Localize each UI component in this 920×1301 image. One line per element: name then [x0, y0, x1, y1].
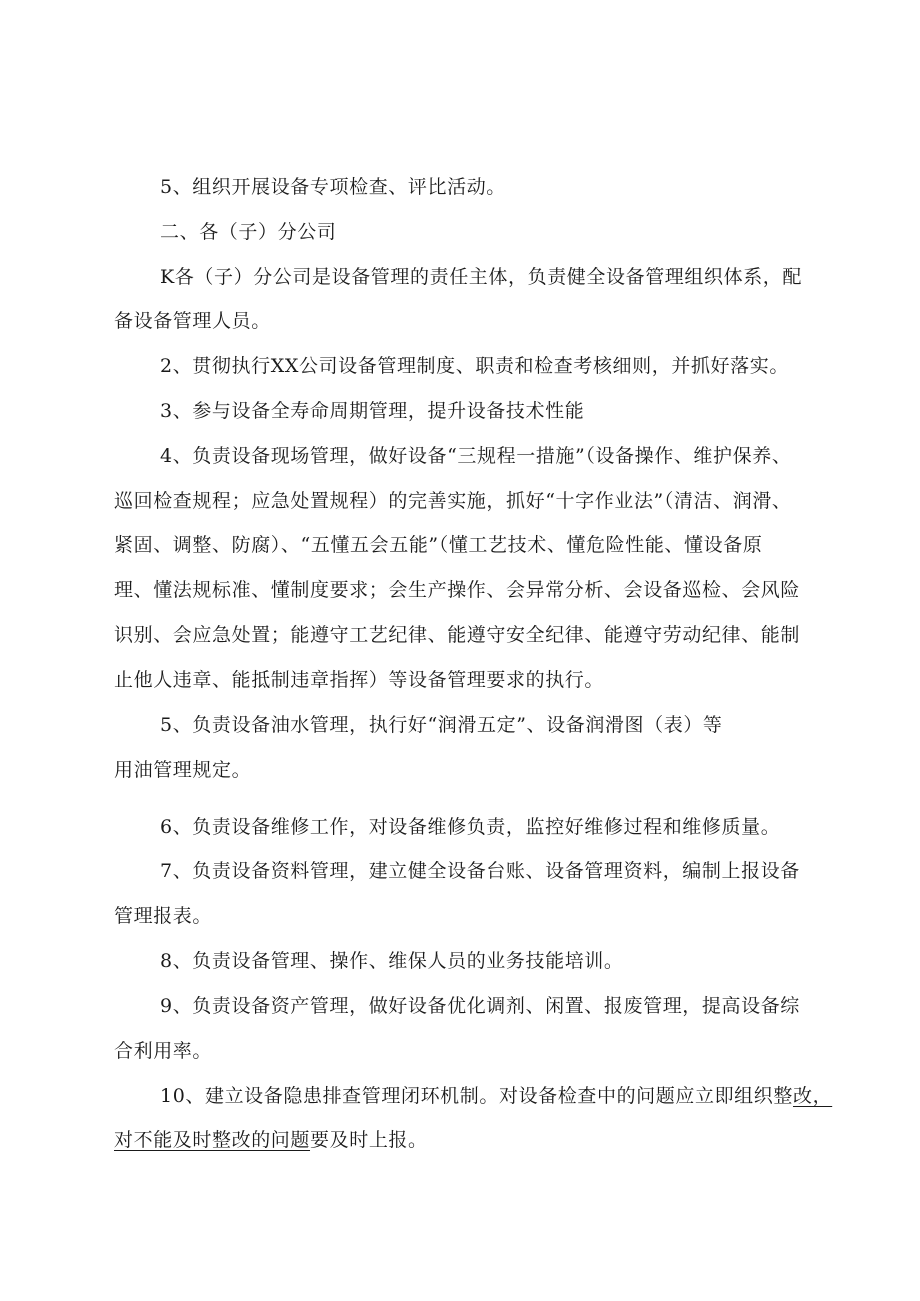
text-line: 5、组织开展设备专项检查、评比活动。	[160, 176, 506, 198]
text-line: 5、负责设备油水管理，执行好“润滑五定”、设备润滑图（表）等	[160, 714, 723, 736]
text-line: 紧固、调整、防腐）、“五懂五会五能”（懂工艺技术、懂危险性能、懂设备原	[114, 534, 763, 556]
text-line: 合利用率。	[114, 1040, 213, 1062]
text-line	[160, 1083, 832, 1109]
text-line: 识别、会应急处置；能遵守工艺纪律、能遵守安全纪律、能遵守劳动纪律、能制	[114, 624, 801, 646]
text-line: 用油管理规定。	[114, 759, 252, 781]
text-line: 止他人违章、能抵制违章指挥）等设备管理要求的执行。	[114, 669, 605, 691]
text-line: 2、贯彻执行XX公司设备管理制度、职责和检查考核细则，并抓好落实。	[160, 355, 789, 377]
text-line	[114, 1127, 428, 1153]
text-line: 4、负责设备现场管理，做好设备“三规程一措施”（设备操作、维护保养、	[160, 445, 792, 467]
text-line: 3、参与设备全寿命周期管理，提升设备技术性能	[160, 400, 585, 422]
section-heading: 二、各（子）分公司	[160, 221, 337, 243]
text-line: K各（子）分公司是设备管理的责任主体，负责健全设备管理组织体系，配	[160, 266, 802, 288]
text-line: 管理报表。	[114, 905, 213, 927]
underlined-text: 改，	[792, 1085, 833, 1107]
text-line: 备设备管理人员。	[114, 310, 271, 332]
text-segment: 10、建立设备隐患排查管理闭环机制。对设备检查中的问题应立即组织整	[160, 1085, 793, 1107]
text-line: 7、负责设备资料管理，建立健全设备台账、设备管理资料，编制上报设备	[160, 860, 800, 882]
text-line: 9、负责设备资产管理，做好设备优化调剂、闲置、报废管理，提高设备综	[160, 995, 800, 1017]
text-line: 巡回检查规程；应急处置规程）的完善实施，抓好“十字作业法”（清洁、润滑、	[114, 490, 792, 512]
text-segment: 要及时上报。	[310, 1129, 428, 1151]
underlined-text: 对不能及时整改的问题	[114, 1129, 311, 1151]
text-line: 8、负责设备管理、操作、维保人员的业务技能培训。	[160, 950, 624, 972]
text-line: 6、负责设备维修工作，对设备维修负责，监控好维修过程和维修质量。	[160, 816, 781, 838]
text-line: 理、懂法规标准、懂制度要求；会生产操作、会异常分析、会设备巡检、会风险	[114, 579, 801, 601]
